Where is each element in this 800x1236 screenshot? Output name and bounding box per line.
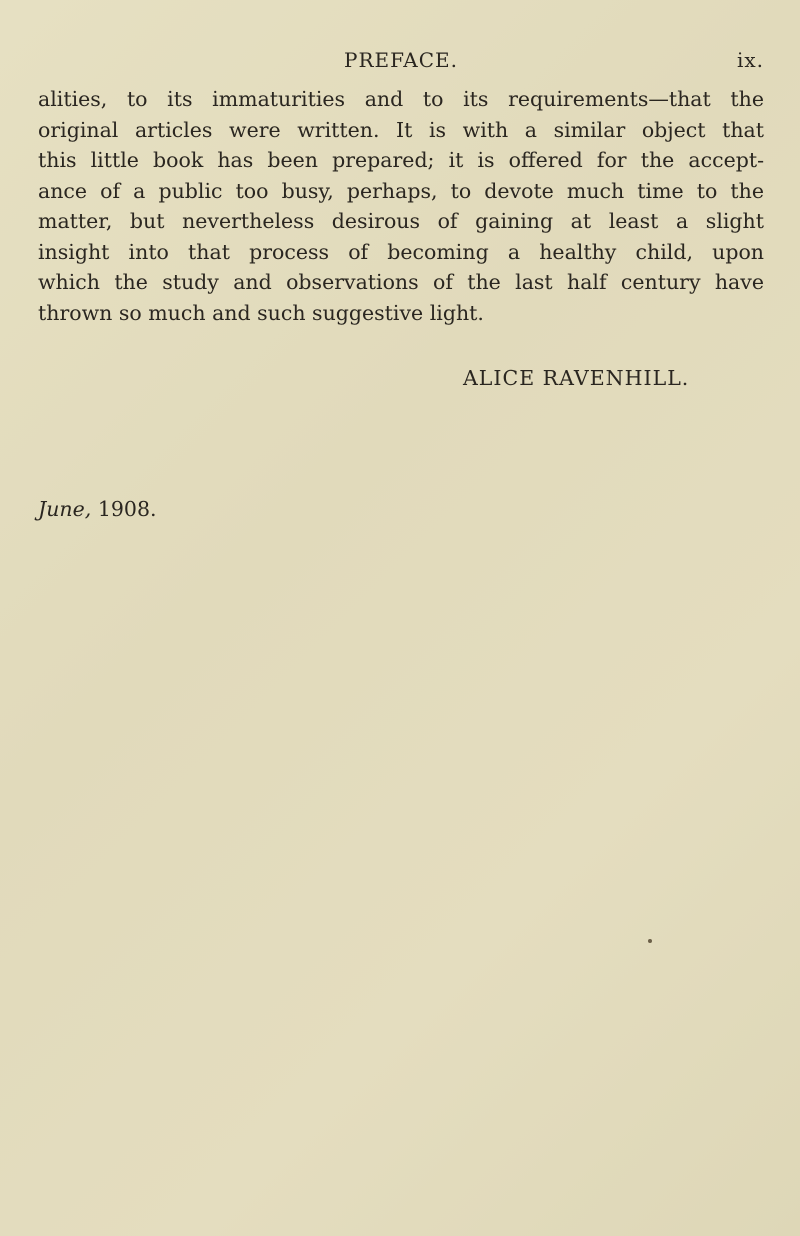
running-title: PREFACE. bbox=[344, 48, 458, 72]
author-signature: ALICE RAVENHILL. bbox=[463, 366, 690, 390]
page-number: ix. bbox=[736, 48, 764, 72]
preface-paragraph bbox=[38, 84, 764, 328]
text-line: ance of a public too busy, perhaps, to devote much time to the bbox=[38, 178, 764, 203]
text-line: insight into that process of becoming a healthy child, upon bbox=[38, 239, 764, 264]
dateline bbox=[38, 497, 157, 521]
text-line: which the study and observations of the last half century have bbox=[38, 270, 764, 294]
running-head bbox=[38, 44, 764, 80]
dateline-month: June, bbox=[38, 497, 92, 521]
text-line: thrown so much and such suggestive light. bbox=[38, 300, 484, 325]
paper-speck bbox=[648, 939, 652, 943]
dateline-year: 1908. bbox=[97, 497, 157, 521]
text-line: this little book has been prepared; it is offered for the accept- bbox=[38, 148, 764, 172]
text-line: original articles were written. It is with a similar object that bbox=[38, 117, 764, 142]
text-line: alities, to its immaturities and to its requirements—that the bbox=[38, 87, 764, 111]
text-line: matter, but nevertheless desirous of gaining at least a slight bbox=[38, 209, 764, 233]
